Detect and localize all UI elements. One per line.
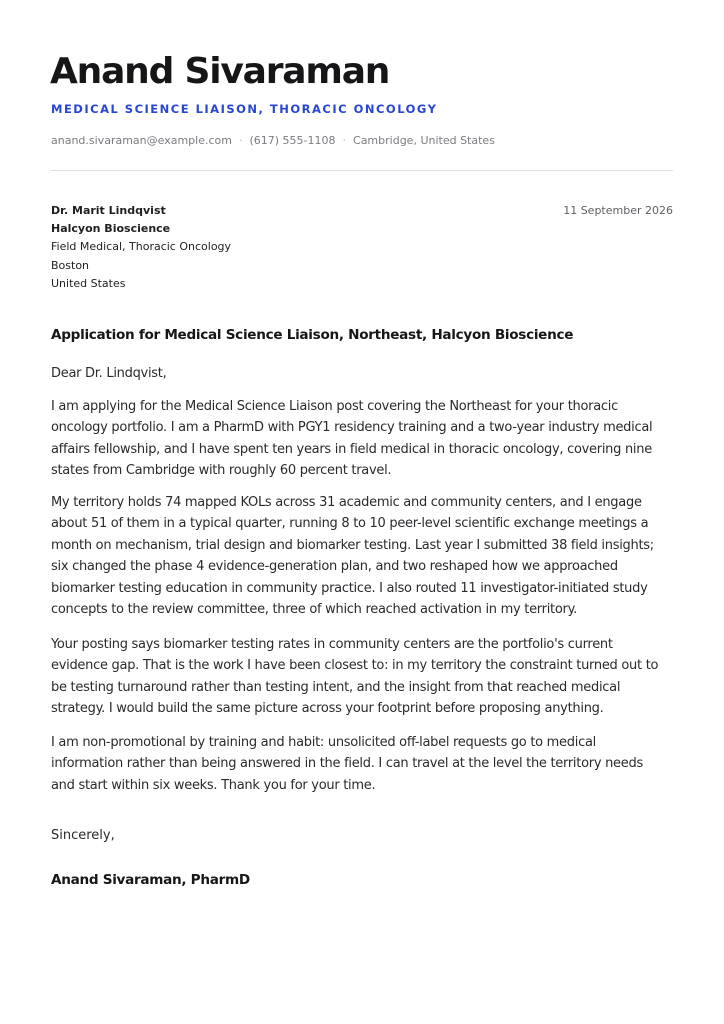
paragraph-line: concepts to the review committee, three of which reached activation in my territory. <box>51 602 577 618</box>
contact-location: Cambridge, United States <box>353 134 495 147</box>
contact-phone: (617) 555-1108 <box>249 134 336 147</box>
applicant-role: MEDICAL SCIENCE LIAISON, THORACIC ONCOLOGY <box>51 102 438 116</box>
applicant-name: Anand Sivaraman <box>50 51 390 92</box>
recipient-company: Halcyon Bioscience <box>51 222 171 236</box>
recipient-block <box>51 202 231 293</box>
paragraph-line: affairs fellowship, and I have spent ten years in field medical in thoracic oncology, covering nine <box>51 441 652 457</box>
paragraph-line: states from Cambridge with roughly 60 percent travel. <box>51 463 392 479</box>
paragraph-line: evidence gap. That is the work I have been closest to: in my territory the constraint turned out to <box>51 658 659 674</box>
body-paragraph-1 <box>51 396 691 482</box>
contact-email: anand.sivaraman@example.com <box>51 134 232 147</box>
contact-line <box>51 133 495 149</box>
paragraph-line: Your posting says biomarker testing rates in community centers are the portfolio's current <box>51 637 613 652</box>
recipient-city: Boston <box>51 258 90 272</box>
paragraph-line: about 51 of them in a typical quarter, running 8 to 10 peer-level scientific exchange meetings a <box>51 516 649 532</box>
recipient-name: Dr. Marit Lindqvist <box>51 204 166 217</box>
closing-line: Sincerely, <box>51 828 115 843</box>
paragraph-line: I am applying for the Medical Science Liaison post covering the Northeast for your thoracic <box>51 399 618 414</box>
recipient-country: United States <box>51 276 126 290</box>
signature: Anand Sivaraman, PharmD <box>51 872 250 888</box>
body-paragraph-4 <box>51 732 691 796</box>
paragraph-line: and start within six weeks. Thank you for your time. <box>51 777 376 793</box>
paragraph-line: be testing turnaround rather than testing intent, and the insight from that reached medical <box>51 679 621 695</box>
salutation: Dear Dr. Lindqvist, <box>51 366 167 381</box>
body-paragraph-3 <box>51 634 691 720</box>
contact-separator: · <box>342 134 347 147</box>
paragraph-line: strategy. I would build the same picture across your footprint before proposing anything. <box>51 701 604 717</box>
letter-date: 11 September 2026 <box>563 204 673 217</box>
letter-subject: Application for Medical Science Liaison, Northeast, Halcyon Bioscience <box>51 327 574 343</box>
paragraph-line: My territory holds 74 mapped KOLs across 31 academic and community centers, and I engage <box>51 495 642 510</box>
recipient-department: Field Medical, Thoracic Oncology <box>51 240 232 254</box>
paragraph-line: information rather than being answered in the field. I can travel at the level the territory needs <box>51 756 643 772</box>
paragraph-line: six changed the phase 4 evidence-generation plan, and two reshaped how we approached <box>51 559 618 575</box>
paragraph-line: I am non-promotional by training and habit: unsolicited off-label requests go to medical <box>51 735 596 750</box>
paragraph-line: month on mechanism, trial design and biomarker testing. Last year I submitted 38 field insights; <box>51 537 654 553</box>
body-paragraph-2 <box>51 492 691 620</box>
paragraph-line: oncology portfolio. I am a PharmD with PGY1 residency training and a two-year industry medical <box>51 420 653 436</box>
contact-separator: · <box>238 134 243 147</box>
paragraph-line: biomarker testing education in community practice. I also routed 11 investigator-initiated study <box>51 580 648 596</box>
header-divider <box>51 170 673 171</box>
